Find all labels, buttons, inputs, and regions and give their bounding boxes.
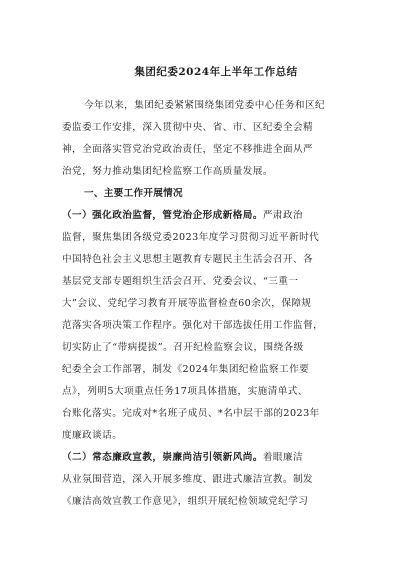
text-line: 大”会议、党纪学习教育开展等监督检查60余次，保障规	[62, 298, 312, 309]
text-line: 《廉洁高效宣教工作意见》，组织开展纪检领域党纪学习	[62, 496, 309, 507]
item-1-heading: （一）强化政治监督，管党治企形成新格局。	[62, 210, 263, 221]
text-line: 度廉政谈话。	[62, 430, 123, 441]
text-line: 中国特色社会主义思想主题教育专题民主生活会召开、各	[62, 254, 314, 265]
text-line: 神，全面落实管党治党政治责任，坚定不移推进全面从严	[62, 144, 314, 155]
item-1-paragraph	[62, 205, 364, 447]
item-2-lead: 着眼廉洁	[262, 452, 304, 463]
section-heading: 一、主要工作开展情况	[84, 188, 183, 199]
item-2-heading: （二）常态廉政宣教，崇廉尚洁引领新风尚。	[62, 452, 263, 463]
document-title: 集团纪委2024年上半年工作总结	[134, 66, 298, 78]
item-1-lead: 严肃政治	[262, 210, 304, 221]
text-line: 从业氛围营造，深入开展多维度、跟进式廉洁宣教。制发	[62, 474, 314, 485]
text-line: 切实防止了“带病提拔”。召开纪检监察会议，围绕各级	[62, 342, 304, 353]
text-line: 委监委工作安排，深入贯彻中央、省、市、区纪委全会精	[62, 122, 314, 133]
text-line: 点》，列明5大项重点任务17项具体措施，实施清单式、	[62, 386, 308, 397]
text-line: 治党，努力推动集团纪检监察工作高质量发展。	[62, 166, 273, 177]
text-line: 基层党支部专题组织生活会召开、党委会议、“三重一	[62, 276, 299, 287]
text-line: 台账化落实。完成对*名班子成员、*名中层干部的2023年	[62, 408, 320, 419]
text-line: 监督，聚焦集团各级党委2023年度学习贯彻习近平新时代	[62, 232, 320, 243]
text-line: 纪委全会工作部署，制发《2024年集团纪检监察工作要	[62, 364, 310, 375]
text-line	[62, 447, 364, 469]
intro-paragraph	[62, 95, 364, 183]
text-line	[62, 205, 364, 227]
item-2-paragraph	[62, 447, 364, 513]
text-line: 范落实各项决策工作程序。强化对干部选拔任用工作监督，	[62, 320, 324, 331]
text-line: 今年以来，集团纪委紧紧围绕集团党委中心任务和区纪	[84, 100, 326, 111]
